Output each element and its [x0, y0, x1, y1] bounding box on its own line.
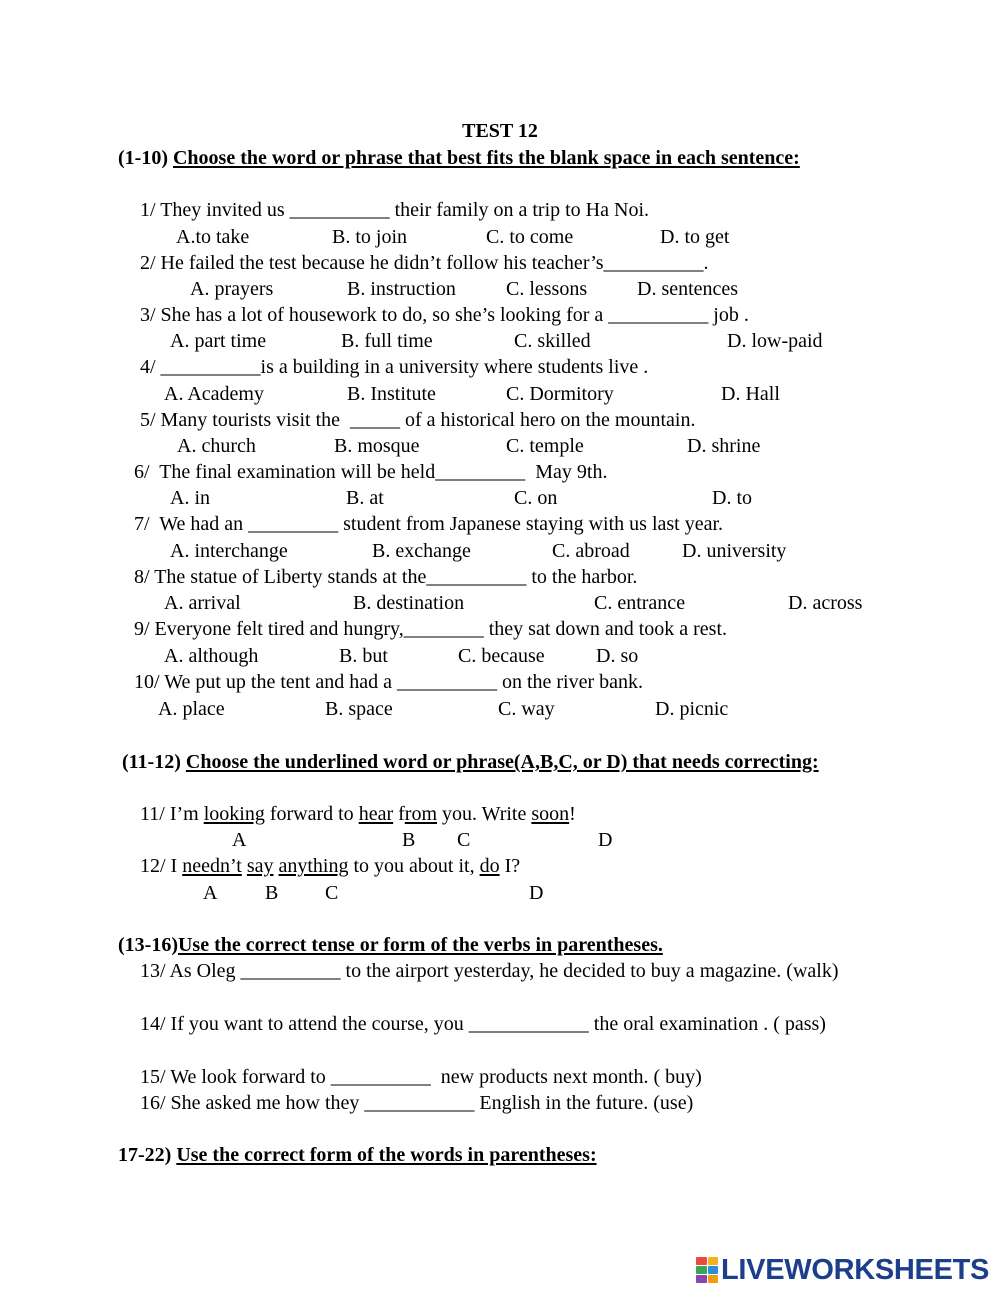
q11-letter-a: A — [232, 829, 247, 851]
q12-text: 12/ I — [140, 855, 183, 877]
section2-instruction: Choose the underlined word or phrase(A,B,C, or D) that needs correcting: — [185, 751, 819, 773]
question-3: 3/ She has a lot of housework to do, so she’s looking for a __________ job . — [140, 304, 749, 326]
q1-option-d: D. to get — [660, 226, 730, 248]
q8-option-b: B. destination — [353, 592, 465, 614]
liveworksheets-logo-icon — [696, 1257, 718, 1283]
q9-option-a: A. although — [164, 645, 259, 667]
q11-part-a: looking — [203, 803, 265, 825]
q2-option-c: C. lessons — [506, 278, 588, 300]
q8-option-a: A. arrival — [164, 592, 241, 614]
question-5: 5/ Many tourists visit the _____ of a historical hero on the mountain. — [140, 409, 696, 431]
question-11 — [140, 801, 576, 827]
q7-option-c: C. abroad — [552, 540, 630, 562]
q7-option-a: A. interchange — [170, 540, 288, 562]
q12-text: I? — [499, 855, 521, 877]
q10-option-d: D. picnic — [655, 698, 729, 720]
section3-number: (13-16) — [118, 934, 178, 956]
question-6: 6/ The final examination will be held_________ May 9th. — [134, 461, 608, 483]
q6-option-a: A. in — [170, 487, 210, 509]
question-1: 1/ They invited us __________ their family on a trip to Ha Noi. — [140, 199, 650, 221]
question-13: 13/ As Oleg __________ to the airport yesterday, he decided to buy a magazine. (walk) — [140, 960, 839, 982]
q12-letter-b: B — [265, 882, 279, 904]
q11-part-d: soon — [531, 803, 570, 825]
section1-instruction: Choose the word or phrase that best fits the blank space in each sentence: — [172, 147, 800, 169]
q12-text: to you about it, — [348, 855, 480, 877]
q11-text: forward to — [264, 803, 359, 825]
q11-letter-b: B — [402, 829, 416, 851]
q12-letter-a: A — [203, 882, 218, 904]
q4-option-b: B. Institute — [347, 383, 436, 405]
section2-heading — [118, 749, 848, 775]
section4-instruction: Use the correct form of the words in parentheses: — [176, 1144, 597, 1166]
question-12 — [140, 853, 520, 879]
question-10: 10/ We put up the tent and had a __________ on the river bank. — [134, 671, 644, 693]
q12-part-d: do — [479, 855, 500, 877]
q2-option-d: D. sentences — [637, 278, 739, 300]
q10-option-b: B. space — [325, 698, 393, 720]
q2-option-b: B. instruction — [347, 278, 456, 300]
question-16: 16/ She asked me how they ___________ English in the future. (use) — [140, 1092, 694, 1114]
q12-part-c: anything — [278, 855, 349, 877]
question-8: 8/ The statue of Liberty stands at the__________ to the harbor. — [134, 566, 638, 588]
section4-heading — [118, 1142, 838, 1168]
q11-text: ! — [569, 803, 576, 825]
question-7: 7/ We had an _________ student from Japanese staying with us last year. — [134, 513, 724, 535]
q5-option-b: B. mosque — [334, 435, 420, 457]
liveworksheets-logo — [696, 1254, 989, 1286]
q1-option-c: C. to come — [486, 226, 574, 248]
q11-part-c: rom — [404, 803, 437, 825]
q11-letter-c: C — [457, 829, 471, 851]
q9-option-c: C. because — [458, 645, 545, 667]
q11-letter-d: D — [598, 829, 613, 851]
question-15: 15/ We look forward to __________ new products next month. ( buy) — [140, 1066, 702, 1088]
q5-option-d: D. shrine — [687, 435, 761, 457]
q12-part-b: say — [246, 855, 274, 877]
test-title: TEST 12 — [462, 120, 538, 142]
q10-option-a: A. place — [158, 698, 225, 720]
q11-text: f — [393, 803, 405, 825]
q1-option-a: A.to take — [176, 226, 250, 248]
question-4: 4/ __________is a building in a university where students live . — [140, 356, 649, 378]
q1-option-b: B. to join — [332, 226, 408, 248]
q11-part-b: hear — [358, 803, 394, 825]
section3-heading — [118, 932, 838, 958]
q6-option-c: C. on — [514, 487, 558, 509]
q3-option-c: C. skilled — [514, 330, 591, 352]
question-14: 14/ If you want to attend the course, you ____________ the oral examination . ( pass) — [140, 1013, 826, 1035]
section4-number: 17-22) — [118, 1144, 172, 1166]
q7-option-d: D. university — [682, 540, 787, 562]
q11-text: you. Write — [437, 803, 532, 825]
q3-option-d: D. low-paid — [727, 330, 823, 352]
section1-heading — [118, 145, 838, 171]
question-2: 2/ He failed the test because he didn’t follow his teacher’s__________. — [140, 252, 709, 274]
q6-option-d: D. to — [712, 487, 752, 509]
q12-letter-d: D — [529, 882, 544, 904]
q2-option-a: A. prayers — [190, 278, 274, 300]
q10-option-c: C. way — [498, 698, 555, 720]
section1-number: (1-10) — [118, 147, 168, 169]
q11-text: 11/ I’m — [140, 803, 204, 825]
q8-option-d: D. across — [788, 592, 863, 614]
q7-option-b: B. exchange — [372, 540, 471, 562]
q12-part-a: needn’t — [182, 855, 242, 877]
q6-option-b: B. at — [346, 487, 384, 509]
q12-letter-c: C — [325, 882, 339, 904]
q8-option-c: C. entrance — [594, 592, 686, 614]
q9-option-b: B. but — [339, 645, 388, 667]
q5-option-a: A. church — [177, 435, 256, 457]
q4-option-c: C. Dormitory — [506, 383, 614, 405]
q4-option-a: A. Academy — [164, 383, 264, 405]
section3-instruction: Use the correct tense or form of the verbs in parentheses. — [177, 934, 663, 956]
q4-option-d: D. Hall — [721, 383, 780, 405]
section2-number: (11-12) — [122, 751, 181, 773]
q5-option-c: C. temple — [506, 435, 584, 457]
q3-option-b: B. full time — [341, 330, 433, 352]
q3-option-a: A. part time — [170, 330, 267, 352]
logo-text: LIVEWORKSHEETS — [721, 1253, 990, 1286]
q9-option-d: D. so — [596, 645, 639, 667]
question-9: 9/ Everyone felt tired and hungry,________ they sat down and took a rest. — [134, 618, 728, 640]
